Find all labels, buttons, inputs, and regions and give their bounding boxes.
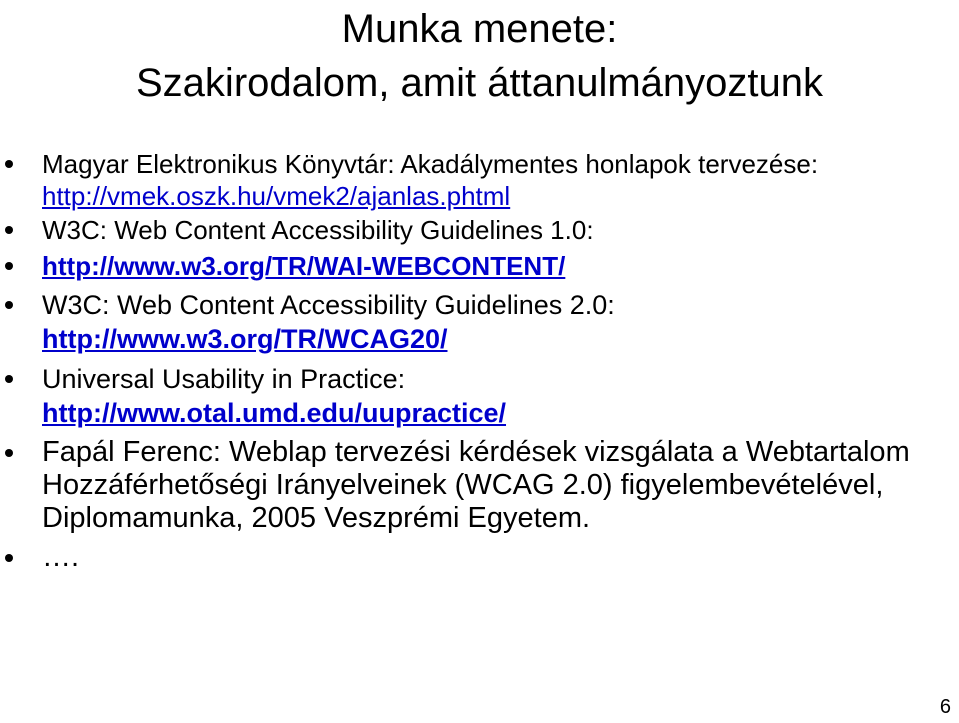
- link-vmek[interactable]: http://vmek.oszk.hu/vmek2/ajanlas.phtml: [42, 181, 511, 211]
- bullet-text: W3C: Web Content Accessibility Guidelines 1.0:: [42, 215, 594, 245]
- bullet-item-mek: [0, 148, 959, 212]
- link-wai-webcontent[interactable]: http://www.w3.org/TR/WAI-WEBCONTENT/: [42, 251, 566, 281]
- link-wcag20[interactable]: http://www.w3.org/TR/WCAG20/: [42, 324, 448, 354]
- bullet-text: W3C: Web Content Accessibility Guidelines 2.0:: [42, 290, 615, 320]
- bullet-item-wcag1-link: [0, 250, 959, 282]
- bullet-item-ellipsis: [0, 541, 959, 574]
- slide-title: [0, 2, 959, 110]
- bullet-dot-icon: [5, 301, 13, 309]
- bullet-dot-icon: [5, 160, 13, 168]
- bullet-item-thesis: [0, 436, 959, 535]
- bullet-dot-icon: [5, 226, 13, 234]
- bullet-dot-icon: [5, 375, 13, 383]
- bullet-dot-icon: [5, 554, 13, 562]
- bullet-dot-icon: [5, 262, 13, 270]
- bullet-dot-icon: [5, 449, 13, 457]
- page-number: 6: [939, 696, 951, 718]
- bullet-text: Fapál Ferenc: Weblap tervezési kérdések vizsgálata a Webtartalom Hozzáférhetőségi Irányelveinek (WCAG 2.0) figyelembevételével, Diplomamunka, 2005 Veszprémi Egyetem.: [42, 436, 910, 534]
- link-uupractice[interactable]: http://www.otal.umd.edu/uupractice/: [42, 398, 507, 428]
- bullet-text: ….: [42, 541, 80, 573]
- bullet-text: Universal Usability in Practice:: [42, 364, 406, 394]
- title-line-1: Munka menete:: [341, 7, 618, 51]
- bullet-item-uupractice: [0, 362, 959, 430]
- bullet-text: Magyar Elektronikus Könyvtár: Akadálymentes honlapok tervezése:: [42, 149, 819, 179]
- title-line-2: Szakirodalom, amit áttanulmányoztunk: [136, 61, 823, 105]
- bullet-item-wcag2: [0, 288, 959, 356]
- bullet-list: [0, 148, 959, 574]
- bullet-item-wcag1: [0, 214, 959, 246]
